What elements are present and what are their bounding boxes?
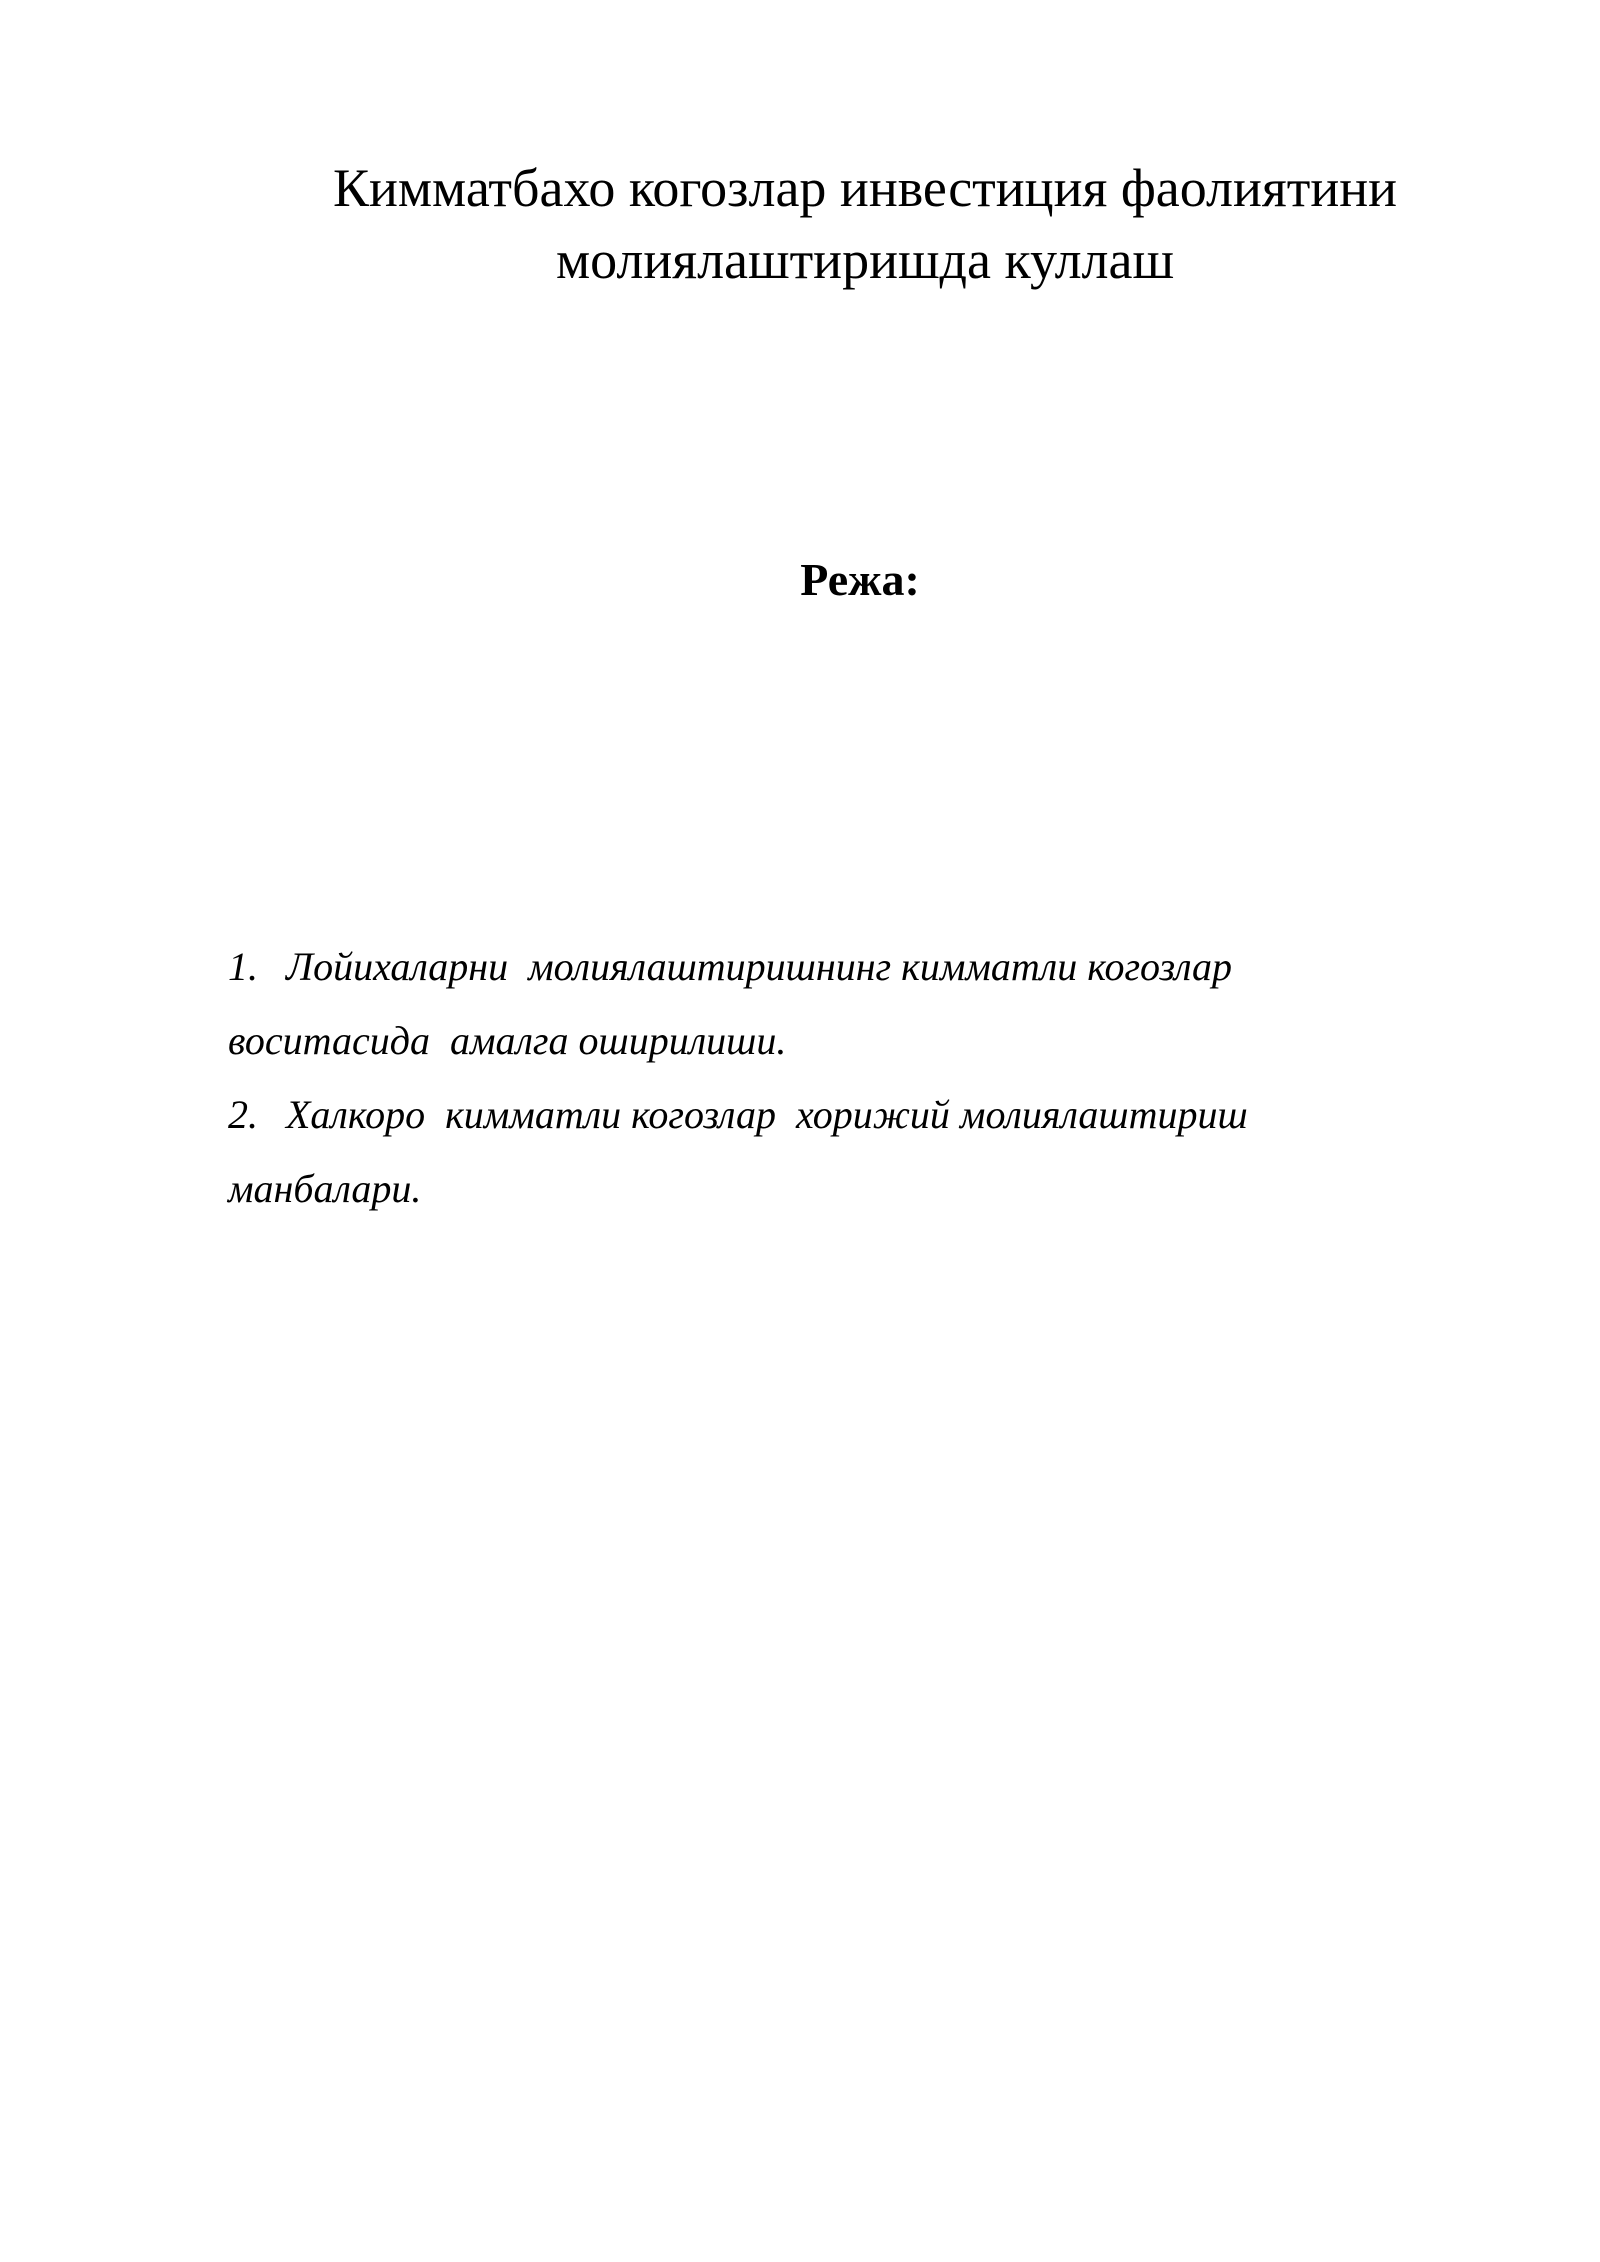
plan-item-2-number: 2. (228, 1092, 258, 1137)
document-title (230, 152, 1500, 296)
plan-item-2-line-2: манбалари. (228, 1166, 422, 1211)
plan-heading: Режа: (800, 554, 920, 605)
plan-item-1-number: 1. (228, 944, 258, 989)
plan-item-1-line-1 (228, 930, 1428, 1004)
plan-item-1-line-2: воситасида амалга оширилиши. (228, 1018, 787, 1063)
plan-item-2-line-1 (228, 1078, 1428, 1152)
document-title-line-2: молиялаштиришда куллаш (555, 230, 1175, 290)
plan-item-2-text-1: Халкоро кимматли когозлар хорижий молиялаштириш (286, 1092, 1248, 1137)
plan-item-1 (228, 930, 1428, 1078)
plan-item-1-text-1: Лойихаларни молиялаштиришнинг кимматли когозлар (286, 944, 1233, 989)
document-title-line-1: Кимматбахо когозлар инвестиция фаолиятини (332, 158, 1398, 218)
plan-item-2 (228, 1078, 1428, 1226)
plan-list (228, 930, 1428, 1226)
